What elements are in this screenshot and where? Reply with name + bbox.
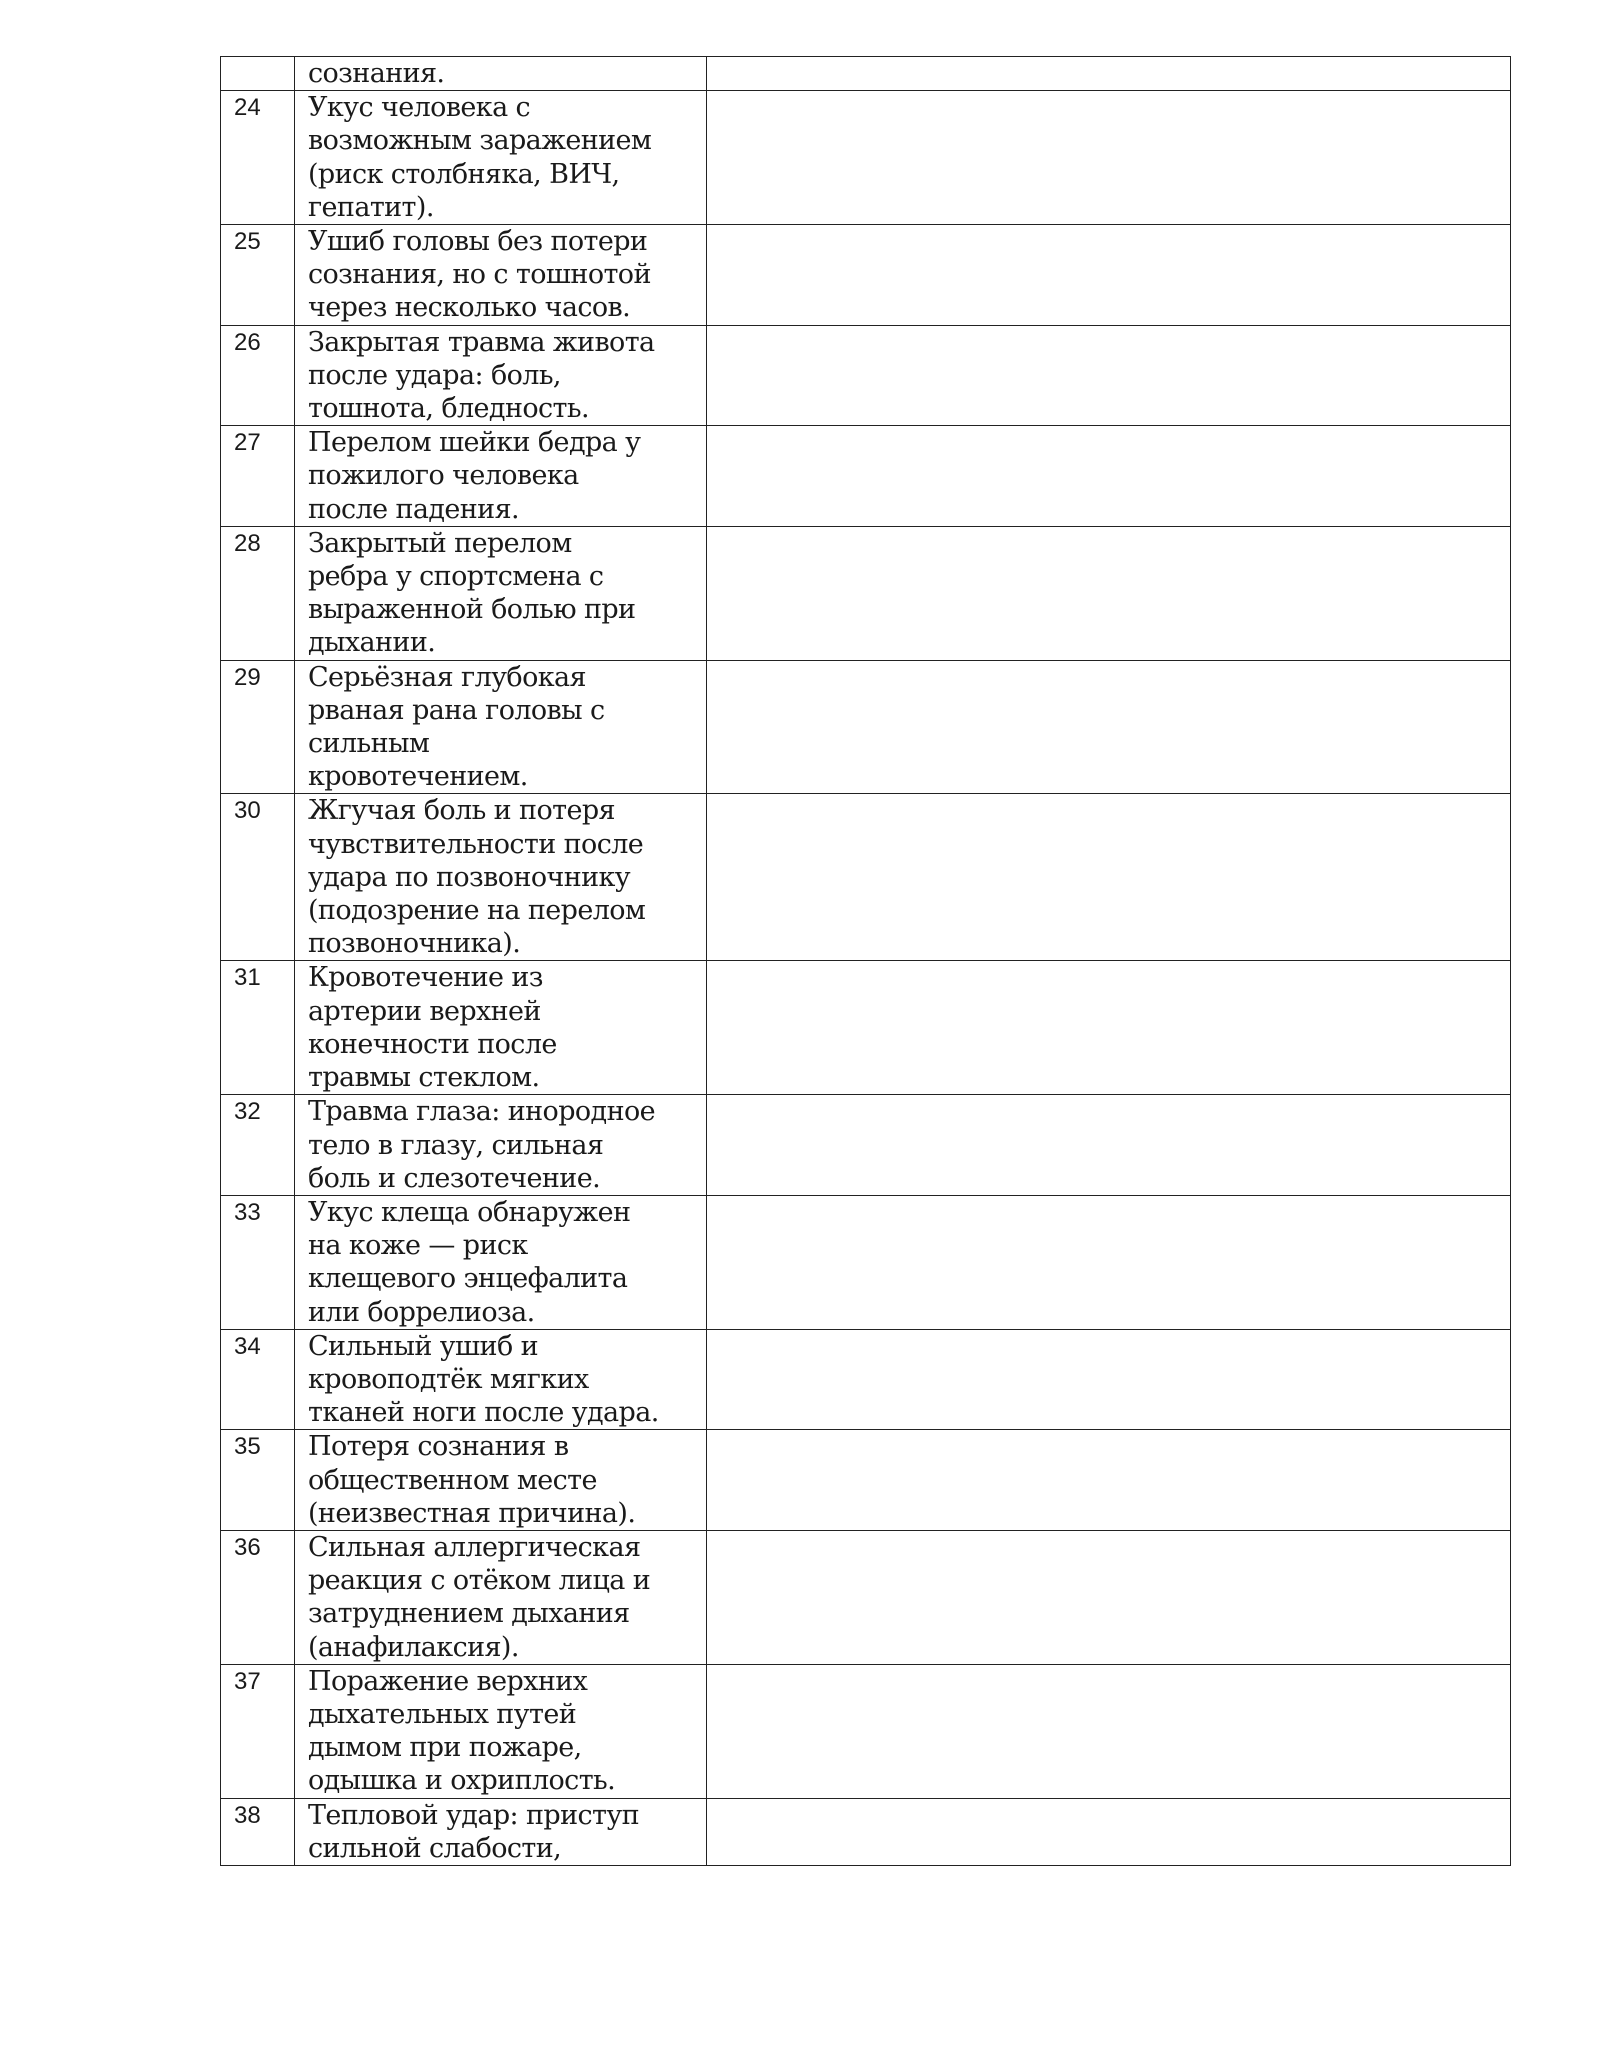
description-line: общественном месте <box>308 1464 597 1496</box>
answer-cell[interactable] <box>707 1664 1511 1798</box>
table-row <box>221 1195 1511 1329</box>
table-row <box>221 1095 1511 1196</box>
description-line: Тепловой удар: приступ <box>308 1799 640 1831</box>
description-line: кровоподтёк мягких <box>308 1363 589 1395</box>
situations-table <box>220 56 1511 1866</box>
description-line: через несколько часов. <box>308 292 631 324</box>
answer-cell[interactable] <box>707 1530 1511 1664</box>
table-row <box>221 1664 1511 1798</box>
description-line: сознания. <box>308 58 445 89</box>
situation-description-cell <box>295 1798 707 1865</box>
description-line: (подозрение на перелом <box>308 895 646 927</box>
description-line: выраженной болью при <box>308 594 636 626</box>
description-line: сильной слабости, <box>308 1832 562 1864</box>
answer-cell[interactable] <box>707 1430 1511 1531</box>
description-line: дымом при пожаре, <box>308 1732 582 1764</box>
situation-description-cell <box>295 1530 707 1664</box>
description-line: Закрытая травма живота <box>308 326 655 358</box>
answer-cell[interactable] <box>707 225 1511 326</box>
description-line: возможным заражением <box>308 125 652 157</box>
answer-cell[interactable] <box>707 325 1511 426</box>
answer-cell[interactable] <box>707 1798 1511 1865</box>
answer-cell[interactable] <box>707 961 1511 1095</box>
description-line: дыхании. <box>308 627 436 659</box>
answer-cell[interactable] <box>707 426 1511 527</box>
situation-description-cell <box>295 794 707 961</box>
description-line: Сильная аллергическая <box>308 1531 641 1563</box>
row-number-cell: 31 <box>221 961 295 1095</box>
situation-description-cell <box>295 426 707 527</box>
description-line: (неизвестная причина). <box>308 1497 636 1529</box>
description-line: Закрытый перелом <box>308 527 572 559</box>
row-number-cell: 24 <box>221 91 295 225</box>
table-row <box>221 1530 1511 1664</box>
answer-cell[interactable] <box>707 1329 1511 1430</box>
description-line: Укус человека с <box>308 92 531 124</box>
row-number-cell: 29 <box>221 660 295 794</box>
answer-cell[interactable] <box>707 57 1511 91</box>
description-line: травмы стеклом. <box>308 1062 540 1094</box>
description-line: тканей ноги после удара. <box>308 1397 659 1429</box>
description-line: Укус клеща обнаружен <box>308 1196 631 1228</box>
situation-description-cell <box>295 1195 707 1329</box>
answer-cell[interactable] <box>707 660 1511 794</box>
description-line: пожилого человека <box>308 460 579 492</box>
description-line: Ушиб головы без потери <box>308 226 648 258</box>
description-line: после удара: боль, <box>308 359 561 391</box>
description-line: удара по позвоночнику <box>308 861 631 893</box>
row-number-cell: 36 <box>221 1530 295 1664</box>
description-line: чувствительности после <box>308 828 644 860</box>
table-row <box>221 91 1511 225</box>
row-number-cell: 30 <box>221 794 295 961</box>
table-row <box>221 526 1511 660</box>
row-number-cell: 34 <box>221 1329 295 1430</box>
description-line: Жгучая боль и потеря <box>308 795 615 827</box>
description-line: сильным <box>308 728 430 760</box>
description-line: Потеря сознания в <box>308 1431 569 1463</box>
description-line: на коже — риск <box>308 1230 528 1262</box>
situation-description-cell <box>295 1664 707 1798</box>
table-row <box>221 325 1511 426</box>
situation-description-cell <box>295 57 707 91</box>
description-line: дыхательных путей <box>308 1698 577 1730</box>
table-row <box>221 1798 1511 1865</box>
situation-description-cell <box>295 1329 707 1430</box>
row-number-cell: 33 <box>221 1195 295 1329</box>
situations-table-body <box>221 57 1511 1866</box>
row-number-cell: 28 <box>221 526 295 660</box>
table-row <box>221 794 1511 961</box>
table-row <box>221 1329 1511 1430</box>
table-row <box>221 961 1511 1095</box>
situation-description-cell <box>295 961 707 1095</box>
description-line: одышка и охриплость. <box>308 1765 616 1797</box>
description-line: (риск столбняка, ВИЧ, <box>308 158 620 190</box>
situation-description-cell <box>295 526 707 660</box>
answer-cell[interactable] <box>707 91 1511 225</box>
description-line: тело в глазу, сильная <box>308 1129 604 1161</box>
description-line: клещевого энцефалита <box>308 1263 628 1295</box>
row-number-cell: 32 <box>221 1095 295 1196</box>
situation-description-cell <box>295 325 707 426</box>
row-number-cell: 37 <box>221 1664 295 1798</box>
description-line: или боррелиоза. <box>308 1296 535 1328</box>
description-line: Сильный ушиб и <box>308 1330 538 1362</box>
description-line: боль и слезотечение. <box>308 1162 601 1194</box>
description-line: позвоночника). <box>308 928 521 960</box>
description-line: реакция с отёком лица и <box>308 1565 651 1597</box>
table-row <box>221 660 1511 794</box>
table-row <box>221 57 1511 91</box>
description-line: затруднением дыхания <box>308 1598 630 1630</box>
description-line: Перелом шейки бедра у <box>308 427 641 459</box>
description-line: Поражение верхних <box>308 1665 588 1697</box>
answer-cell[interactable] <box>707 794 1511 961</box>
description-line: гепатит). <box>308 191 434 223</box>
description-line: Травма глаза: инородное <box>308 1096 656 1128</box>
row-number-cell: 25 <box>221 225 295 326</box>
row-number-cell <box>221 57 295 91</box>
description-line: кровотечением. <box>308 761 528 793</box>
situation-description-cell <box>295 225 707 326</box>
row-number-cell: 38 <box>221 1798 295 1865</box>
description-line: ребра у спортсмена с <box>308 561 604 593</box>
table-row <box>221 426 1511 527</box>
description-line: сознания, но с тошнотой <box>308 259 651 291</box>
description-line: (анафилаксия). <box>308 1631 519 1663</box>
row-number-cell: 27 <box>221 426 295 527</box>
situation-description-cell <box>295 91 707 225</box>
situation-description-cell <box>295 1095 707 1196</box>
answer-cell[interactable] <box>707 1195 1511 1329</box>
row-number-cell: 35 <box>221 1430 295 1531</box>
description-line: рваная рана головы с <box>308 694 605 726</box>
answer-cell[interactable] <box>707 1095 1511 1196</box>
description-line: Кровотечение из <box>308 962 543 994</box>
description-line: Серьёзная глубокая <box>308 661 586 693</box>
table-row <box>221 225 1511 326</box>
description-line: тошнота, бледность. <box>308 393 589 425</box>
situation-description-cell <box>295 1430 707 1531</box>
situation-description-cell <box>295 660 707 794</box>
description-line: конечности после <box>308 1028 557 1060</box>
description-line: после падения. <box>308 493 519 525</box>
answer-cell[interactable] <box>707 526 1511 660</box>
table-row <box>221 1430 1511 1531</box>
row-number-cell: 26 <box>221 325 295 426</box>
description-line: артерии верхней <box>308 995 541 1027</box>
